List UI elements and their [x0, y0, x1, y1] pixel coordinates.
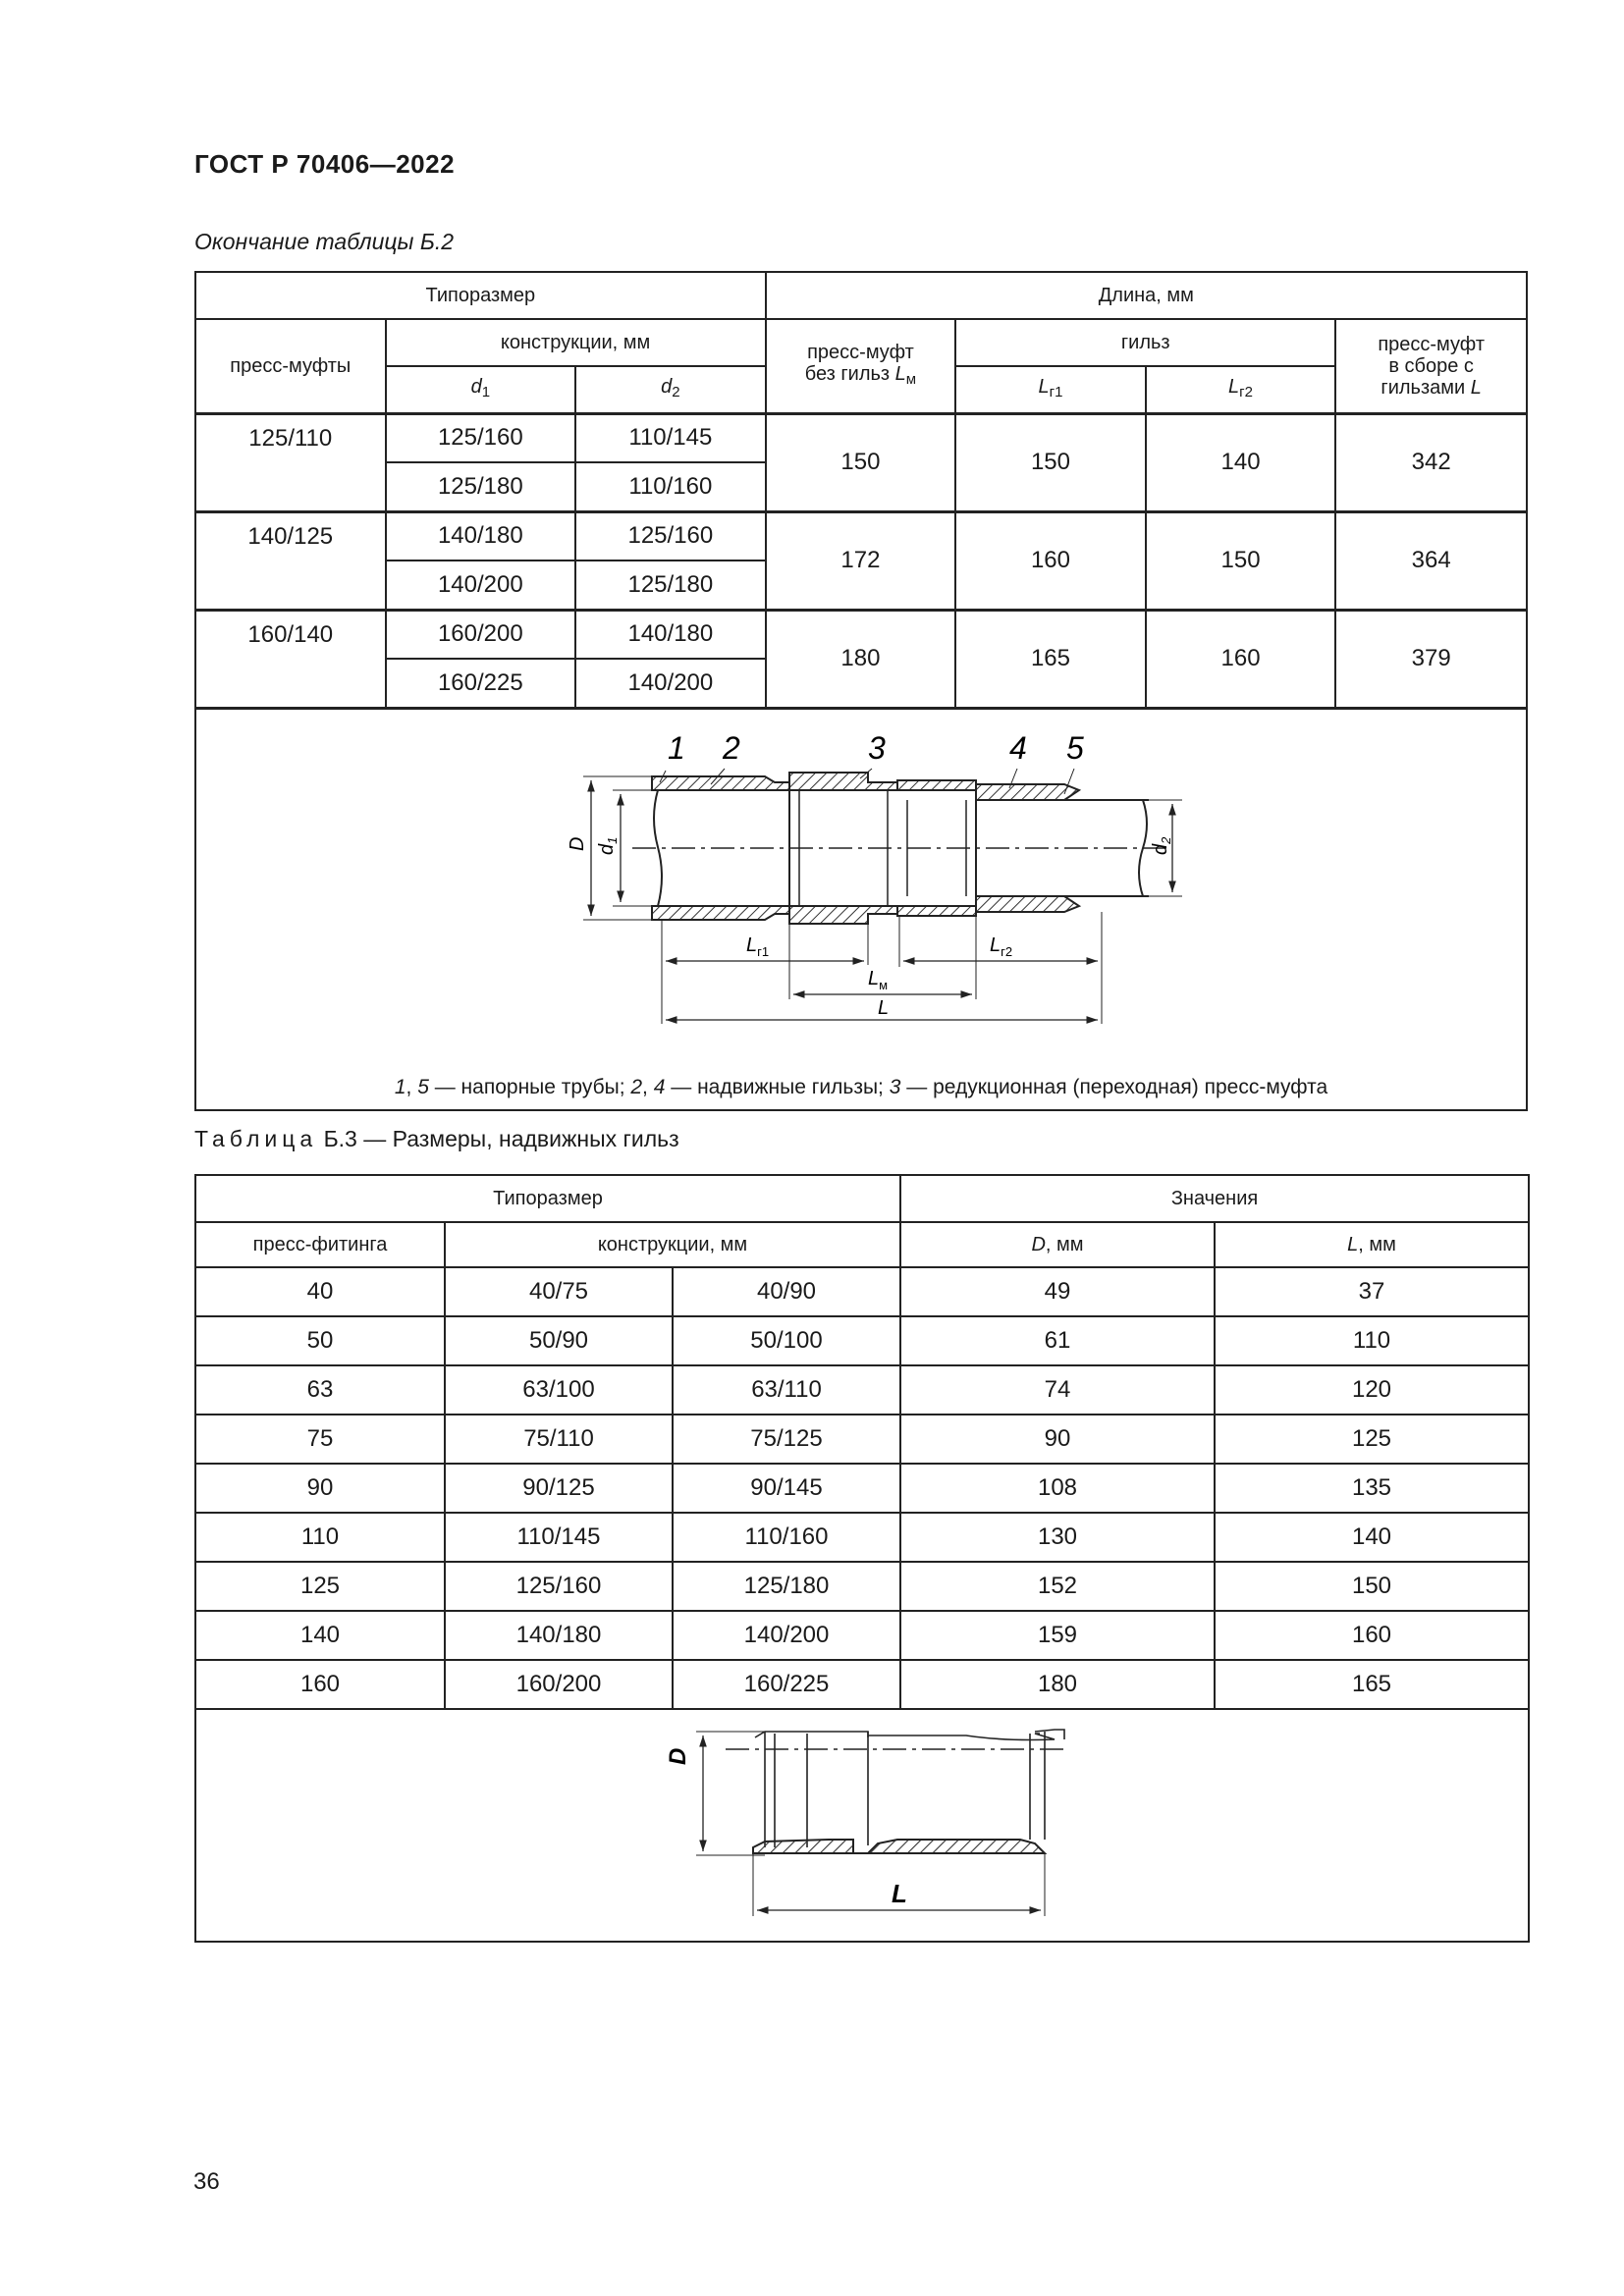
table-b2 — [194, 271, 1528, 1111]
cell-c2: 40/90 — [673, 1267, 900, 1316]
dim-Lg1-symbol: L — [746, 934, 758, 956]
caption-n4: 4 — [653, 1075, 666, 1098]
page-number: 36 — [193, 2168, 220, 2195]
cell-c2: 125/180 — [673, 1562, 900, 1611]
dim-d1-symbol: d — [596, 843, 618, 855]
table-b3-caption-word: Таблица — [194, 1126, 318, 1151]
table-row — [195, 413, 1527, 462]
header-D-unit: , мм — [1045, 1233, 1084, 1255]
cell-d2: 140/200 — [575, 659, 766, 708]
cell-l: 379 — [1335, 610, 1527, 708]
cell-D: 180 — [900, 1660, 1215, 1709]
cell-l: 364 — [1335, 511, 1527, 610]
caption-sep1: , — [406, 1075, 418, 1098]
header-press-muft-sbor — [1335, 319, 1527, 413]
table-row — [195, 1611, 1529, 1660]
cell-c2: 110/160 — [673, 1513, 900, 1562]
figure-caption — [196, 1076, 1526, 1099]
table-row — [195, 610, 1527, 659]
coupling-assembly-drawing — [200, 710, 1534, 1102]
cell-D: 130 — [900, 1513, 1215, 1562]
cell-L: 150 — [1215, 1562, 1529, 1611]
header-d2-sub: 2 — [672, 383, 680, 400]
cell-L: 120 — [1215, 1365, 1529, 1415]
header-d1-symbol: d — [470, 375, 482, 398]
header-lg2-symbol: L — [1228, 375, 1240, 398]
cell-lg2: 160 — [1146, 610, 1336, 708]
header-D — [900, 1222, 1215, 1267]
header-tiporazmer: Типоразмер — [195, 272, 766, 319]
header-sbor-line3: гильзами — [1380, 376, 1471, 399]
dim-Lm-label — [868, 968, 888, 992]
cell-d2: 140/180 — [575, 610, 766, 659]
cell-lm: 180 — [766, 610, 956, 708]
header-lg1 — [955, 366, 1146, 413]
cell-d2: 110/160 — [575, 462, 766, 511]
table-row — [195, 511, 1527, 561]
cell-c2: 50/100 — [673, 1316, 900, 1365]
header-sbor-line2: в сборе с — [1388, 354, 1474, 377]
cell-fit: 75 — [195, 1415, 445, 1464]
cell-D: 108 — [900, 1464, 1215, 1513]
header-d1 — [386, 366, 576, 413]
cell-d1: 125/160 — [386, 413, 576, 462]
cell-c1: 110/145 — [445, 1513, 673, 1562]
cell-fit: 110 — [195, 1513, 445, 1562]
header-L-symbol: L — [1347, 1233, 1359, 1255]
header-lg1-sub: г1 — [1049, 383, 1063, 400]
callout-5: 5 — [1066, 729, 1084, 766]
cell-lm: 150 — [766, 413, 956, 511]
dim-d1-sub: 1 — [605, 836, 620, 844]
dim-D-label: D — [567, 836, 588, 851]
table-row — [195, 1267, 1529, 1316]
caption-t1: — напорные трубы; — [428, 1075, 631, 1098]
cell-fit: 90 — [195, 1464, 445, 1513]
cell-D: 49 — [900, 1267, 1215, 1316]
cell-c1: 125/160 — [445, 1562, 673, 1611]
cell-mufty: 140/125 — [195, 511, 386, 610]
coupling-figure-cell — [195, 708, 1527, 1110]
header-D-symbol: D — [1031, 1233, 1046, 1255]
header-lg2-sub: г2 — [1239, 383, 1253, 400]
cell-fit: 140 — [195, 1611, 445, 1660]
cell-fit: 63 — [195, 1365, 445, 1415]
dim-d2-sub: 2 — [1159, 836, 1173, 844]
callout-2: 2 — [723, 729, 740, 766]
dim-Lm-symbol: L — [868, 967, 880, 989]
header-lm-sub: м — [905, 370, 917, 388]
table-row — [195, 1513, 1529, 1562]
cell-c1: 63/100 — [445, 1365, 673, 1415]
sleeve-dim-L-label: L — [892, 1879, 907, 1908]
cell-c1: 75/110 — [445, 1415, 673, 1464]
header-konstrukcii: конструкции, мм — [445, 1222, 900, 1267]
dim-Lg2-label — [990, 934, 1012, 959]
header-gilz: гильз — [955, 319, 1335, 366]
callout-1: 1 — [668, 729, 685, 766]
header-lm-symbol: L — [894, 362, 906, 385]
table-b3 — [194, 1174, 1530, 1943]
cell-d1: 160/225 — [386, 659, 576, 708]
header-konstrukcii: конструкции, мм — [386, 319, 766, 366]
cell-L: 165 — [1215, 1660, 1529, 1709]
cell-lg2: 150 — [1146, 511, 1336, 610]
cell-D: 159 — [900, 1611, 1215, 1660]
callout-3: 3 — [868, 729, 886, 766]
sleeve-dim-D-line — [696, 1732, 765, 1855]
header-press-muft-bez-gilz — [766, 319, 956, 413]
cell-mufty: 160/140 — [195, 610, 386, 708]
table-b3-caption-rest: Б.3 — Размеры, надвижных гильз — [317, 1126, 679, 1151]
cell-fit: 50 — [195, 1316, 445, 1365]
cell-d1: 125/180 — [386, 462, 576, 511]
cell-c1: 160/200 — [445, 1660, 673, 1709]
sleeve-figure-cell — [195, 1709, 1529, 1942]
header-l-symbol: L — [1470, 376, 1482, 399]
sleeve-wall-section — [753, 1840, 1045, 1853]
dim-Lg2-symbol: L — [990, 934, 1001, 956]
dim-Lg1-line — [662, 920, 868, 1024]
figure-row — [195, 708, 1527, 1110]
table-row — [195, 1562, 1529, 1611]
dim-d1-label — [596, 836, 620, 854]
table-b2-caption: Окончание таблицы Б.2 — [194, 229, 455, 254]
cell-L: 160 — [1215, 1611, 1529, 1660]
cell-D: 74 — [900, 1365, 1215, 1415]
caption-sep2: , — [642, 1075, 654, 1098]
cell-c1: 90/125 — [445, 1464, 673, 1513]
cell-c2: 140/200 — [673, 1611, 900, 1660]
header-sbor-line1: пресс-муфт — [1378, 333, 1485, 355]
caption-n2: 5 — [417, 1075, 429, 1098]
header-d1-sub: 1 — [481, 383, 491, 400]
cell-L: 37 — [1215, 1267, 1529, 1316]
header-tiporazmer: Типоразмер — [195, 1175, 900, 1222]
dim-L-label: L — [878, 996, 890, 1019]
cell-fit: 125 — [195, 1562, 445, 1611]
cell-L: 140 — [1215, 1513, 1529, 1562]
header-L — [1215, 1222, 1529, 1267]
cell-mufty: 125/110 — [195, 413, 386, 511]
table-row — [195, 1415, 1529, 1464]
cell-c1: 50/90 — [445, 1316, 673, 1365]
cell-L: 135 — [1215, 1464, 1529, 1513]
cell-L: 125 — [1215, 1415, 1529, 1464]
table-b3-caption — [194, 1126, 679, 1152]
cell-l: 342 — [1335, 413, 1527, 511]
caption-n3: 2 — [630, 1075, 643, 1098]
cell-D: 152 — [900, 1562, 1215, 1611]
header-values: Значения — [900, 1175, 1529, 1222]
figure-row — [195, 1709, 1529, 1942]
header-press-muft-bez-line2: без гильз — [804, 362, 895, 385]
dim-Lg2-line — [899, 912, 1102, 1024]
cell-d2: 125/160 — [575, 511, 766, 561]
table-row — [195, 1660, 1529, 1709]
cell-L: 110 — [1215, 1316, 1529, 1365]
sleeve-drawing — [200, 1710, 1534, 1934]
caption-t3: — редукционная (переходная) пресс-муфта — [900, 1075, 1328, 1098]
cell-d2: 110/145 — [575, 413, 766, 462]
cell-fit: 40 — [195, 1267, 445, 1316]
cell-D: 90 — [900, 1415, 1215, 1464]
table-row — [195, 1464, 1529, 1513]
header-length: Длина, мм — [766, 272, 1527, 319]
header-d2-symbol: d — [661, 375, 673, 398]
header-press-muft-bez-line1: пресс-муфт — [807, 341, 914, 363]
dim-Lm-sub: м — [879, 977, 889, 992]
table-row — [195, 1365, 1529, 1415]
cell-c2: 160/225 — [673, 1660, 900, 1709]
cell-lg1: 165 — [955, 610, 1146, 708]
cell-lg1: 150 — [955, 413, 1146, 511]
header-d2 — [575, 366, 766, 413]
cell-lg1: 160 — [955, 511, 1146, 610]
header-lg1-symbol: L — [1038, 375, 1050, 398]
dim-Lg1-label — [746, 934, 769, 959]
cell-c2: 90/145 — [673, 1464, 900, 1513]
cell-c2: 75/125 — [673, 1415, 900, 1464]
cell-D: 61 — [900, 1316, 1215, 1365]
cell-lm: 172 — [766, 511, 956, 610]
header-lg2 — [1146, 366, 1336, 413]
caption-t2: — надвижные гильзы; — [665, 1075, 890, 1098]
caption-n5: 3 — [889, 1075, 901, 1098]
header-L-unit: , мм — [1358, 1233, 1396, 1255]
cell-d1: 140/200 — [386, 561, 576, 610]
dim-d2-symbol: d — [1150, 843, 1171, 855]
sleeve-dim-D-label: D — [665, 1747, 691, 1765]
dim-Lg1-sub: г1 — [757, 943, 770, 959]
sleeve-outline — [755, 1730, 1064, 1847]
cell-d1: 140/180 — [386, 511, 576, 561]
cell-lg2: 140 — [1146, 413, 1336, 511]
dim-Lg2-sub: г2 — [1001, 943, 1013, 959]
caption-n1: 1 — [394, 1075, 406, 1098]
header-press-fitinga: пресс-фитинга — [195, 1222, 445, 1267]
cell-c1: 140/180 — [445, 1611, 673, 1660]
dim-d2-label — [1150, 835, 1173, 854]
document-header: ГОСТ Р 70406—2022 — [194, 149, 456, 179]
cell-c1: 40/75 — [445, 1267, 673, 1316]
table-row — [195, 1316, 1529, 1365]
cell-d2: 125/180 — [575, 561, 766, 610]
cell-fit: 160 — [195, 1660, 445, 1709]
cell-c2: 63/110 — [673, 1365, 900, 1415]
header-press-mufty: пресс-муфты — [195, 319, 386, 413]
callout-4: 4 — [1009, 729, 1027, 766]
cell-d1: 160/200 — [386, 610, 576, 659]
